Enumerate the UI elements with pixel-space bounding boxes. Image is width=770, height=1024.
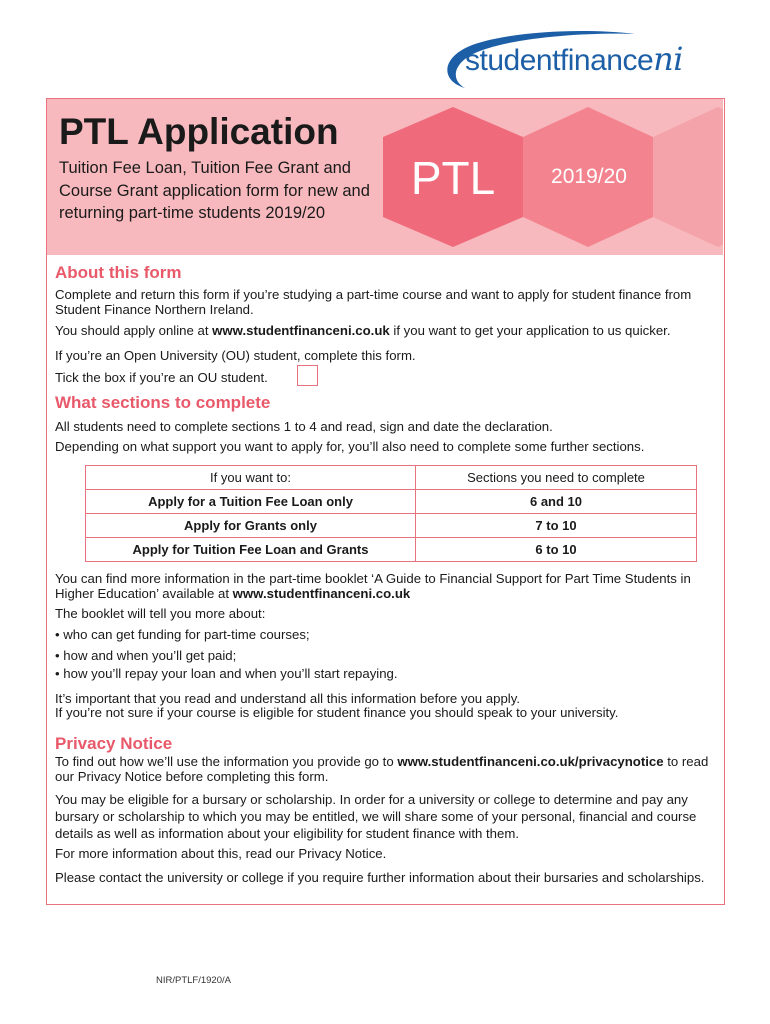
sections-p2: Depending on what support you want to apply for, you’ll also need to complete some further sections. (55, 439, 645, 454)
about-p3: If you’re an Open University (OU) student, complete this form. (55, 348, 416, 363)
about-p2-post: if you want to get your application to us quicker. (389, 323, 671, 338)
bullet-item: • how and when you’ll get paid; (55, 648, 237, 663)
table-cell: Apply for Tuition Fee Loan and Grants (86, 538, 416, 562)
sections-info2: The booklet will tell you more about: (55, 606, 266, 621)
table-header-row (86, 466, 697, 490)
sections-important1: It’s important that you read and understand all this information before you apply. (55, 691, 521, 706)
table-cell: 7 to 10 (416, 514, 697, 538)
about-link[interactable]: www.studentfinanceni.co.uk (212, 323, 390, 338)
sections-info1-text: You can find more information in the part-time booklet ‘A Guide to Financial Support for Part Time Students in Higher Education’ available at (55, 571, 691, 601)
privacy-p2: You may be eligible for a bursary or scholarship. In order for a university or college to determine and pay any bursary or scholarship to which you may be entitled, we will share some of your personal, financial and course details as well as information about your eligibility for student finance with them. (55, 792, 697, 841)
form-frame (46, 98, 725, 905)
table-row (86, 514, 697, 538)
table-header-cell: Sections you need to complete (416, 466, 697, 490)
logo-suffix: ni (653, 40, 683, 78)
sections-table (85, 465, 697, 562)
privacy-p1-pre: To find out how we’ll use the information you provide go to (55, 754, 398, 769)
student-finance-ni-logo (435, 26, 735, 96)
page-subtitle: Tuition Fee Loan, Tuition Fee Grant and Course Grant application form for new and returning part-time students 2019/20 (59, 159, 370, 222)
hex-edge (653, 107, 723, 247)
form-code: NIR/PTLF/1920/A (156, 975, 231, 986)
privacy-p4: Please contact the university or college if you require further information about their bursaries and scholarships. (55, 870, 705, 885)
sections-p1: All students need to complete sections 1 to 4 and read, sign and date the declaration. (55, 419, 553, 434)
about-p4: Tick the box if you’re an OU student. (55, 370, 268, 385)
privacy-p1 (55, 754, 723, 784)
privacy-p1-post: to read our Privacy Notice before completing this form. (55, 754, 709, 784)
hex-ptl-label: PTL (410, 152, 496, 204)
about-p2 (55, 323, 723, 338)
table-cell: 6 and 10 (416, 490, 697, 514)
booklet-link[interactable]: www.studentfinanceni.co.uk (232, 586, 411, 601)
privacy-link[interactable]: www.studentfinanceni.co.uk/privacynotice (397, 754, 664, 769)
logo-wordmark (465, 40, 683, 78)
privacy-p3: For more information about this, read our Privacy Notice. (55, 846, 387, 861)
privacy-heading: Privacy Notice (55, 734, 173, 753)
sections-heading: What sections to complete (55, 393, 271, 412)
hex-year-label: 2019/20 (551, 165, 627, 188)
about-p1: Complete and return this form if you’re studying a part-time course and want to apply for student finance from Student Finance Northern Ireland. (55, 287, 692, 317)
sections-info1 (55, 571, 723, 601)
header-band (47, 99, 723, 255)
table-cell: 6 to 10 (416, 538, 697, 562)
about-p2-pre: You should apply online at (55, 323, 213, 338)
ou-student-checkbox[interactable] (297, 365, 318, 386)
bullet-item: • who can get funding for part-time courses; (55, 627, 310, 642)
logo-text: studentfinance (465, 44, 654, 77)
table-row (86, 538, 697, 562)
bullet-item: • how you’ll repay your loan and when you’ll start repaying. (55, 666, 398, 681)
table-row (86, 490, 697, 514)
table-header-cell: If you want to: (86, 466, 416, 490)
table-cell: Apply for Grants only (86, 514, 416, 538)
page-title: PTL Application (59, 111, 339, 152)
about-heading: About this form (55, 263, 182, 282)
table-cell: Apply for a Tuition Fee Loan only (86, 490, 416, 514)
sections-important2: If you’re not sure if your course is eligible for student finance you should speak to your university. (55, 705, 619, 720)
